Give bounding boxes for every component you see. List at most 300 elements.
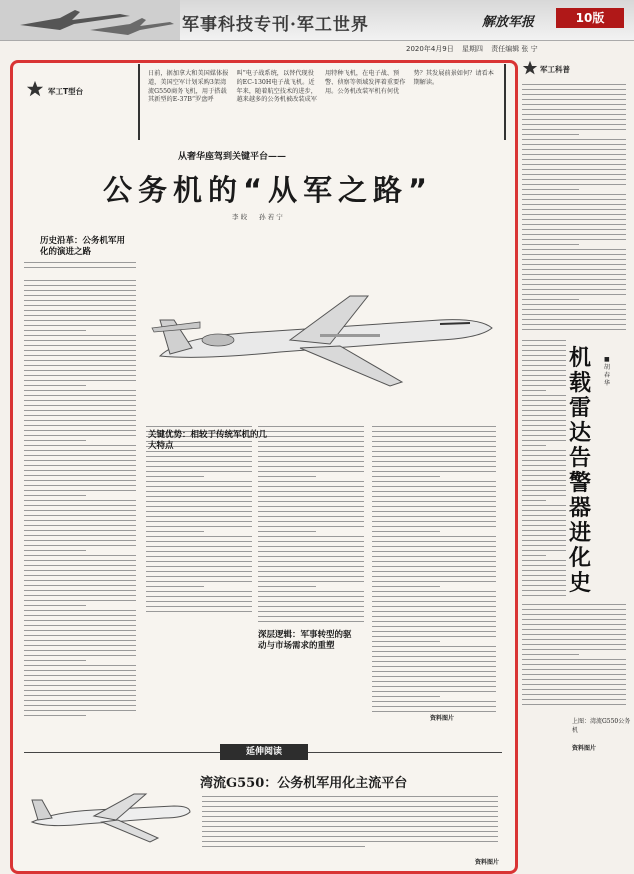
text-line: [522, 164, 626, 165]
text-line: [24, 680, 136, 681]
star-icon: [26, 80, 44, 98]
text-line: [372, 601, 496, 602]
text-line: [522, 634, 626, 635]
column-4-text: [258, 426, 364, 626]
text-line: [24, 280, 136, 281]
text-line: [522, 445, 546, 446]
text-line: [24, 635, 136, 636]
text-line: [24, 570, 136, 571]
text-line: [24, 600, 136, 601]
text-line: [522, 345, 566, 346]
heading-key-advantages: 关键优势：相较于传统军机的几大特点: [148, 430, 268, 451]
text-line: [372, 566, 496, 567]
text-line: [522, 505, 566, 506]
text-line: [372, 626, 496, 627]
text-line: [146, 586, 204, 587]
text-line: [372, 561, 496, 562]
section-label-right: 军工科普: [540, 65, 570, 74]
text-line: [24, 355, 136, 356]
text-line: [146, 496, 252, 497]
text-line: [372, 461, 496, 462]
text-line: [24, 480, 136, 481]
text-line: [258, 531, 316, 532]
text-line: [522, 139, 626, 140]
text-line: [522, 490, 566, 491]
text-line: [522, 664, 626, 665]
text-line: [24, 435, 136, 436]
text-line: [202, 826, 498, 827]
text-line: [24, 325, 136, 326]
text-line: [258, 496, 364, 497]
text-line: [258, 576, 364, 577]
text-line: [522, 400, 566, 401]
text-line: [372, 706, 496, 707]
text-line: [522, 430, 566, 431]
text-line: [522, 284, 626, 285]
star-icon: [522, 60, 538, 76]
text-line: [24, 262, 136, 263]
text-line: [258, 441, 364, 442]
text-line: [522, 89, 626, 90]
text-line: [24, 675, 136, 676]
text-line: [24, 300, 136, 301]
intro-text: 日前，据加拿大和美国媒体报道，美国空军计划采购3架湾流G550商务飞机，用于搭载其新型的E-37B“罗盘呼叫”电子战系统，以替代现役的EC-130H电子战飞机。近年来，随着航空技术的进步，越来越多的公务机被改装成军用特种飞机，在电子战、预警、侦察等领域发挥着重要作用。公务机改装军机有何优势？其发展前景如何？请看本期解读。: [148, 70, 494, 104]
text-line: [24, 690, 136, 691]
text-line: [146, 541, 252, 542]
date: 2020年4月9日: [406, 45, 454, 53]
text-line: [24, 290, 136, 291]
text-line: [24, 620, 136, 621]
text-line: [522, 119, 626, 120]
text-line: [24, 415, 136, 416]
text-line: [522, 585, 566, 586]
text-line: [522, 209, 626, 210]
text-line: [522, 604, 626, 605]
text-line: [522, 370, 566, 371]
text-line: [24, 510, 136, 511]
text-line: [202, 836, 498, 837]
text-line: [24, 645, 136, 646]
text-line: [24, 685, 136, 686]
text-line: [522, 124, 626, 125]
text-line: [258, 621, 364, 622]
text-line: [24, 695, 136, 696]
text-line: [522, 355, 566, 356]
text-line: [202, 846, 365, 847]
text-line: [24, 475, 136, 476]
text-line: [372, 521, 496, 522]
text-line: [146, 461, 252, 462]
text-line: [372, 476, 440, 477]
text-line: [24, 335, 136, 336]
text-line: [522, 104, 626, 105]
text-line: [258, 431, 364, 432]
text-line: [372, 691, 496, 692]
text-line: [522, 269, 626, 270]
text-line: [522, 694, 626, 695]
text-line: [522, 684, 626, 685]
text-line: [522, 415, 566, 416]
text-line: [258, 601, 364, 602]
text-line: [146, 601, 252, 602]
text-line: [522, 510, 566, 511]
text-line: [522, 289, 626, 290]
text-line: [522, 530, 566, 531]
text-line: [24, 410, 136, 411]
text-line: [24, 595, 136, 596]
text-line: [258, 546, 364, 547]
text-line: [372, 426, 496, 427]
text-line: [372, 546, 496, 547]
text-line: [522, 99, 626, 100]
text-line: [372, 471, 496, 472]
text-line: [24, 525, 136, 526]
text-line: [372, 496, 496, 497]
text-line: [522, 184, 626, 185]
text-line: [372, 541, 496, 542]
text-line: [146, 526, 252, 527]
text-line: [24, 540, 136, 541]
text-line: [258, 486, 364, 487]
section-masthead-title: 军事科技专刊·军工世界: [182, 15, 369, 35]
text-line: [24, 395, 136, 396]
text-line: [522, 689, 626, 690]
text-line: [522, 570, 566, 571]
text-line: [372, 651, 496, 652]
text-line: [522, 624, 626, 625]
text-line: [24, 535, 136, 536]
text-line: [146, 456, 252, 457]
text-line: [24, 490, 136, 491]
text-line: [522, 540, 566, 541]
text-line: [372, 481, 496, 482]
text-line: [146, 511, 252, 512]
text-line: [372, 466, 496, 467]
text-line: [372, 456, 496, 457]
text-line: [258, 476, 316, 477]
text-line: [24, 575, 136, 576]
text-line: [522, 199, 626, 200]
text-line: [372, 556, 496, 557]
text-line: [522, 279, 626, 280]
text-line: [258, 571, 364, 572]
business-jet-photo: [140, 236, 500, 426]
text-line: [24, 360, 136, 361]
text-line: [522, 129, 626, 130]
text-line: [522, 470, 566, 471]
text-line: [372, 696, 440, 697]
paper-logo: 解放军报: [482, 15, 535, 30]
text-line: [522, 609, 626, 610]
text-line: [24, 580, 136, 581]
text-line: [146, 516, 252, 517]
text-line: [24, 560, 136, 561]
text-line: [24, 400, 136, 401]
text-line: [522, 319, 626, 320]
text-line: [522, 239, 626, 240]
text-line: [522, 465, 566, 466]
author-1: 李 皎: [232, 213, 248, 221]
text-line: [522, 244, 579, 245]
text-line: [146, 506, 252, 507]
text-line: [24, 520, 136, 521]
sidebar-photo-credit: 资料图片: [572, 745, 597, 752]
text-line: [24, 515, 136, 516]
text-line: [146, 481, 252, 482]
text-line: [146, 566, 252, 567]
text-line: [146, 521, 252, 522]
sidebar-text-top: [522, 84, 626, 334]
text-line: [522, 619, 626, 620]
text-line: [146, 466, 252, 467]
article-title: 公务机的“从军之路”: [102, 173, 434, 207]
text-line: [372, 586, 440, 587]
text-line: [24, 590, 136, 591]
text-line: [522, 299, 579, 300]
text-line: [24, 615, 136, 616]
text-line: [24, 625, 136, 626]
text-line: [522, 259, 626, 260]
text-line: [24, 370, 136, 371]
text-line: [24, 705, 136, 706]
text-line: [372, 676, 496, 677]
text-line: [372, 591, 496, 592]
text-line: [372, 611, 496, 612]
text-line: [258, 521, 364, 522]
text-line: [522, 154, 626, 155]
text-line: [522, 214, 626, 215]
text-line: [522, 500, 546, 501]
text-line: [146, 501, 252, 502]
text-line: [372, 516, 496, 517]
text-line: [522, 309, 626, 310]
text-line: [146, 536, 252, 537]
text-line: [372, 596, 496, 597]
text-line: [24, 375, 136, 376]
text-line: [202, 796, 498, 797]
text-line: [24, 420, 136, 421]
text-line: [24, 285, 136, 286]
text-line: [372, 616, 496, 617]
text-line: [258, 516, 364, 517]
text-line: [146, 531, 204, 532]
text-line: [372, 711, 496, 712]
text-line: [522, 669, 626, 670]
text-line: [24, 610, 136, 611]
extended-reading-label: 延伸阅读: [220, 744, 308, 760]
text-line: [522, 149, 626, 150]
text-line: [24, 495, 86, 496]
text-line: [522, 179, 626, 180]
text-line: [522, 385, 566, 386]
text-line: [258, 446, 364, 447]
text-line: [522, 580, 566, 581]
text-line: [146, 551, 252, 552]
text-line: [146, 606, 252, 607]
text-line: [522, 495, 566, 496]
text-line: [24, 485, 136, 486]
text-line: [522, 234, 626, 235]
jets-illustration: [0, 0, 180, 40]
text-line: [372, 536, 496, 537]
text-line: [24, 380, 136, 381]
text-line: [522, 440, 566, 441]
text-line: [522, 114, 626, 115]
text-line: [522, 144, 626, 145]
text-line: [522, 224, 626, 225]
text-line: [372, 441, 496, 442]
text-line: [146, 581, 252, 582]
text-line: [258, 436, 364, 437]
text-line: [522, 174, 626, 175]
text-line: [258, 606, 364, 607]
text-line: [522, 324, 626, 325]
text-line: [24, 450, 136, 451]
text-line: [372, 531, 440, 532]
text-line: [24, 295, 136, 296]
text-line: [24, 670, 136, 671]
text-line: [522, 595, 566, 596]
text-line: [258, 451, 364, 452]
text-line: [522, 134, 579, 135]
text-line: [24, 545, 136, 546]
text-line: [522, 460, 566, 461]
text-line: [372, 576, 496, 577]
text-line: [258, 426, 364, 427]
text-line: [372, 681, 496, 682]
section-label-left: 军工T型台: [48, 87, 84, 96]
text-line: [24, 660, 86, 661]
text-line: [522, 365, 566, 366]
text-line: [522, 109, 626, 110]
text-line: [146, 486, 252, 487]
text-line: [146, 591, 252, 592]
text-line: [258, 616, 364, 617]
text-line: [258, 506, 364, 507]
text-line: [372, 641, 440, 642]
column-3-text: [146, 426, 252, 616]
text-line: [372, 671, 496, 672]
text-line: [522, 410, 566, 411]
editor: 责任编辑 张 宁: [491, 45, 538, 53]
sidebar-text-bottom: [522, 604, 626, 709]
text-line: [522, 229, 626, 230]
text-line: [522, 314, 626, 315]
sidebar-caption: 上图：湾流G550公务机: [572, 718, 631, 734]
text-line: [258, 566, 364, 567]
sidebar-byline: ■胡 春 华: [604, 356, 611, 387]
text-line: [258, 561, 364, 562]
text-line: [522, 649, 626, 650]
text-line: [522, 639, 626, 640]
text-line: [522, 274, 626, 275]
text-line: [522, 169, 626, 170]
text-line: [24, 605, 86, 606]
column-1-text: [24, 262, 136, 272]
text-line: [522, 350, 566, 351]
sidebar-vertical-title: 机载雷达告警器进化史: [569, 346, 592, 596]
text-line: [258, 501, 364, 502]
g550-title: 湾流G550：公务机军用化主流平台: [200, 776, 408, 791]
text-line: [24, 350, 136, 351]
text-line: [522, 219, 626, 220]
text-line: [258, 556, 364, 557]
text-line: [522, 520, 566, 521]
text-line: [258, 481, 364, 482]
text-line: [202, 821, 498, 822]
text-line: [24, 405, 136, 406]
text-line: [522, 94, 626, 95]
text-line: [372, 646, 496, 647]
text-line: [522, 674, 626, 675]
g550-photo: [24, 766, 194, 862]
text-line: [522, 575, 566, 576]
text-line: [24, 650, 136, 651]
text-line: [372, 656, 496, 657]
text-line: [146, 561, 252, 562]
text-line: [24, 315, 136, 316]
text-line: [372, 501, 496, 502]
text-line: [522, 555, 546, 556]
text-line: [522, 254, 626, 255]
text-line: [522, 435, 566, 436]
text-line: [258, 466, 364, 467]
text-line: [372, 636, 496, 637]
text-line: [522, 340, 566, 341]
text-line: [522, 450, 566, 451]
text-line: [522, 475, 566, 476]
text-line: [522, 560, 566, 561]
text-line: [522, 425, 566, 426]
text-line: [372, 446, 496, 447]
text-line: [522, 159, 626, 160]
text-line: [258, 596, 364, 597]
text-line: [24, 310, 136, 311]
text-line: [258, 551, 364, 552]
text-line: [146, 576, 252, 577]
text-line: [146, 426, 252, 427]
text-line: [522, 515, 566, 516]
text-line: [24, 710, 136, 711]
text-line: [24, 555, 136, 556]
text-line: [146, 471, 252, 472]
text-line: [258, 526, 364, 527]
text-line: [24, 305, 136, 306]
text-line: [522, 525, 566, 526]
column-2-text: [24, 280, 136, 720]
text-line: [372, 491, 496, 492]
text-line: [24, 655, 136, 656]
text-line: [522, 535, 566, 536]
text-line: [202, 841, 498, 842]
text-line: [258, 491, 364, 492]
text-line: [372, 451, 496, 452]
text-line: [258, 461, 364, 462]
text-line: [522, 264, 626, 265]
text-line: [258, 581, 364, 582]
text-line: [24, 365, 136, 366]
text-line: [146, 476, 204, 477]
text-line: [202, 811, 498, 812]
text-line: [202, 816, 498, 817]
page-number-badge: 10版: [556, 8, 624, 28]
text-line: [258, 591, 364, 592]
text-line: [24, 345, 136, 346]
text-line: [522, 405, 566, 406]
text-line: [24, 550, 86, 551]
text-line: [24, 385, 86, 386]
text-line: [24, 530, 136, 531]
